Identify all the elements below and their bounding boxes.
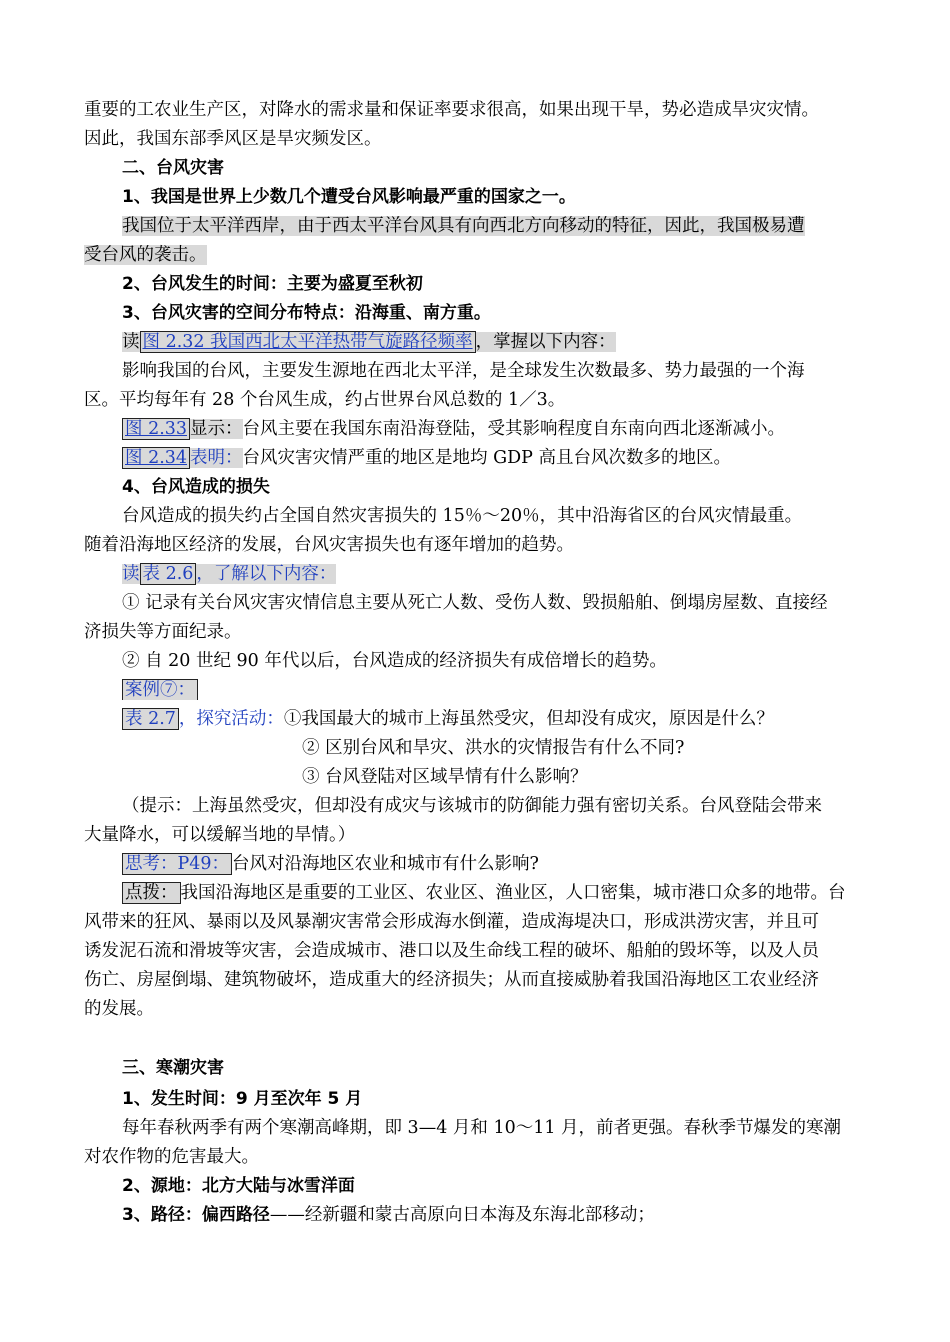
think-line xyxy=(122,850,912,879)
route-label: 3、路径：偏西路径 xyxy=(122,1205,270,1225)
tip-line: 的发展。 xyxy=(84,999,154,1019)
section-heading-cold-wave: 三、寒潮灾害 xyxy=(122,1058,224,1078)
subheading: 2、源地：北方大陆与冰雪洋面 xyxy=(122,1176,355,1196)
tip-line: 诱发泥石流和滑坡等灾害，会造成城市、港口以及生命线工程的破坏、船舶的毁坏等，以及人员 xyxy=(84,941,819,961)
tip-line xyxy=(122,879,912,908)
subheading: 1、发生时间：9 月至次年 5 月 xyxy=(122,1089,363,1109)
table-2-7-link[interactable]: 表 2.7 xyxy=(122,708,179,730)
paragraph-line: 因此，我国东部季风区是旱灾频发区。 xyxy=(84,129,382,149)
label: 显示： xyxy=(190,419,243,439)
paragraph-line: 每年春秋两季有两个寒潮高峰期，即 3—4 月和 10～11 月，前者更强。春秋季节爆发的寒潮 xyxy=(122,1118,842,1138)
figure-2-33-link[interactable]: 图 2.33 xyxy=(122,418,190,440)
figure-reference-line xyxy=(122,328,912,357)
section-heading-typhoon: 二、台风灾害 xyxy=(122,158,224,178)
subheading: 1、我国是世界上少数几个遭受台风影响最严重的国家之一。 xyxy=(122,187,576,207)
tip-label: 点拨： xyxy=(122,882,181,904)
highlighted-text: 受台风的袭击。 xyxy=(84,245,207,265)
question-2: ② 区别台风和旱灾、洪水的灾情报告有什么不同? xyxy=(302,738,685,758)
activity-label: ，探究活动： xyxy=(178,709,284,729)
read-suffix: ，了解以下内容： xyxy=(196,564,337,584)
hint-line: 大量降水，可以缓解当地的旱情。） xyxy=(84,825,356,845)
paragraph-line xyxy=(122,1201,912,1230)
question-3: ③ 台风登陆对区域旱情有什么影响？ xyxy=(302,767,588,787)
subheading: 4、台风造成的损失 xyxy=(122,477,270,497)
paragraph-line: 随着沿海地区经济的发展，台风灾害损失也有逐年增加的趋势。 xyxy=(84,535,574,555)
read-prefix: 读 xyxy=(122,564,140,584)
tip-line: 伤亡、房屋倒塌、建筑物破坏，造成重大的经济损失；从而直接威胁着我国沿海地区工农业经济 xyxy=(84,970,819,990)
figure-reference-line xyxy=(122,415,912,444)
hint-line: （提示：上海虽然受灾，但却没有成灾与该城市的防御能力强有密切关系。台风登陆会带来 xyxy=(122,796,822,816)
paragraph-text: 台风主要在我国东南沿海登陆，受其影响程度自东南向西北逐渐减小。 xyxy=(242,419,786,439)
activity-line xyxy=(122,705,912,734)
list-item: ② 自 20 世纪 90 年代以后，台风造成的经济损失有成倍增长的趋势。 xyxy=(122,651,667,671)
paragraph-line: 重要的工农业生产区，对降水的需求量和保证率要求很高，如果出现干旱，势必造成旱灾灾情。 xyxy=(84,100,819,120)
case-label: 案例⑦： xyxy=(122,679,198,700)
list-item: ① 记录有关台风灾害灾情信息主要从死亡人数、受伤人数、毁损船舶、倒塌房屋数、直接经 xyxy=(122,593,828,613)
figure-2-32-link[interactable]: 图 2.32 我国西北太平洋热带气旋路径频率 xyxy=(140,331,476,353)
read-prefix: 读 xyxy=(122,332,140,352)
paragraph-line: 台风造成的损失约占全国自然灾害损失的 15％～20％，其中沿海省区的台风灾情最重。 xyxy=(122,506,803,526)
paragraph-line: 影响我国的台风，主要发生源地在西北太平洋，是全球发生次数最多、势力最强的一个海 xyxy=(122,361,805,381)
read-suffix: ，掌握以下内容： xyxy=(475,332,616,352)
paragraph-line xyxy=(84,241,874,270)
table-2-6-link[interactable]: 表 2.6 xyxy=(140,563,197,585)
paragraph-line xyxy=(122,212,912,241)
paragraph-text: 台风灾害灾情严重的地区是地均 GDP 高且台风次数多的地区。 xyxy=(242,448,731,468)
highlighted-text: 我国位于太平洋西岸，由于西太平洋台风具有向西北方向移动的特征，因此，我国极易遭 xyxy=(122,216,805,236)
subheading: 3、台风灾害的空间分布特点：沿海重、南方重。 xyxy=(122,303,491,323)
case-line xyxy=(122,676,912,705)
label: 表明： xyxy=(190,448,243,468)
paragraph-line: 对农作物的危害最大。 xyxy=(84,1147,259,1167)
paragraph-line: 区。平均每年有 28 个台风生成，约占世界台风总数的 1／3。 xyxy=(84,390,566,410)
tip-text: 我国沿海地区是重要的工业区、农业区、渔业区，人口密集，城市港口众多的地带。台 xyxy=(180,883,846,903)
figure-2-34-link[interactable]: 图 2.34 xyxy=(122,447,190,469)
think-label: 思考：P49： xyxy=(122,853,232,875)
think-text: 台风对沿海地区农业和城市有什么影响? xyxy=(232,854,539,874)
table-reference-line xyxy=(122,560,912,589)
route-text: ——经新疆和蒙古高原向日本海及东海北部移动； xyxy=(269,1205,655,1225)
subheading: 2、台风发生的时间：主要为盛夏至秋初 xyxy=(122,274,423,294)
question-1: ①我国最大的城市上海虽然受灾，但却没有成灾，原因是什么？ xyxy=(283,709,774,729)
figure-reference-line xyxy=(122,444,912,473)
list-item: 济损失等方面纪录。 xyxy=(84,622,242,642)
tip-line: 风带来的狂风、暴雨以及风暴潮灾害常会形成海水倒灌，造成海堤决口，形成洪涝灾害，并且可 xyxy=(84,912,819,932)
